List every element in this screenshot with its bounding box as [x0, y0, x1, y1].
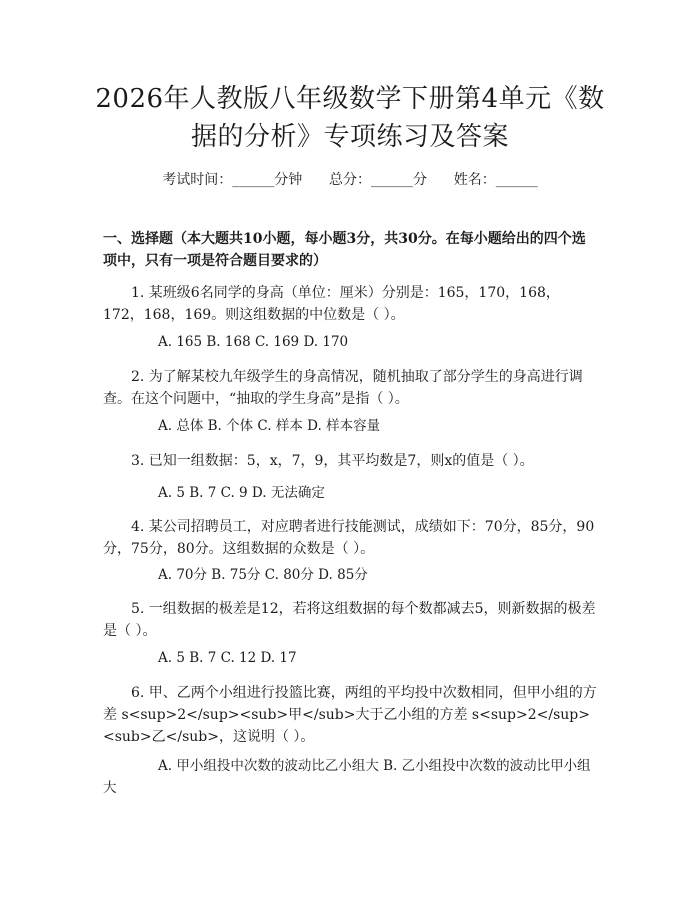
question-2-options: A. 总体 B. 个体 C. 样本 D. 样本容量: [158, 418, 381, 434]
question-1-stem: 1. 某班级6名同学的身高（单位：厘米）分别是：165，170，168，172，168，169。则这组数据的中位数是（ ）。: [103, 285, 560, 323]
document-title: 2026年人教版八年级数学下册第4单元《数据的分析》专项练习及答案: [95, 84, 605, 152]
question-6-options: A. 甲小组投中次数的波动比乙小组大 B. 乙小组投中次数的波动比甲小组大: [103, 758, 591, 796]
section-header-choice: 一、选择题（本大题共10小题，每小题3分，共30分。在每小题给出的四个选项中，只有一项是符合题目要求的）: [103, 231, 586, 269]
exam-info-line: 考试时间：______分钟 总分：______分 姓名：______: [162, 172, 538, 188]
question-4-stem: 4. 某公司招聘员工，对应聘者进行技能测试，成绩如下：70分，85分，90分，75分，80分。这组数据的众数是（ ）。: [103, 519, 595, 557]
question-2-stem: 2. 为了解某校九年级学生的身高情况，随机抽取了部分学生的身高进行调查。在这个问题中，“抽取的学生身高”是指（ ）。: [103, 369, 583, 407]
question-3-options: A. 5 B. 7 C. 9 D. 无法确定: [158, 485, 325, 501]
question-6-stem: 6. 甲、乙两个小组进行投篮比赛，两组的平均投中次数相同，但甲小组的方差 s<sup>2</sup><sub>甲</sub>大于乙小组的方差 s<sup>2</sup><sub>乙</sub>，这说明（ ）。: [103, 685, 597, 745]
question-5-stem: 5. 一组数据的极差是12，若将这组数据的每个数都减去5，则新数据的极差是（ ）。: [103, 601, 596, 639]
question-4-options: A. 70分 B. 75分 C. 80分 D. 85分: [158, 567, 368, 583]
question-5-options: A. 5 B. 7 C. 12 D. 17: [158, 650, 297, 666]
question-1-options: A. 165 B. 168 C. 169 D. 170: [158, 334, 349, 350]
question-3-stem: 3. 已知一组数据：5，x，7，9，其平均数是7，则x的值是（ ）。: [131, 453, 534, 469]
